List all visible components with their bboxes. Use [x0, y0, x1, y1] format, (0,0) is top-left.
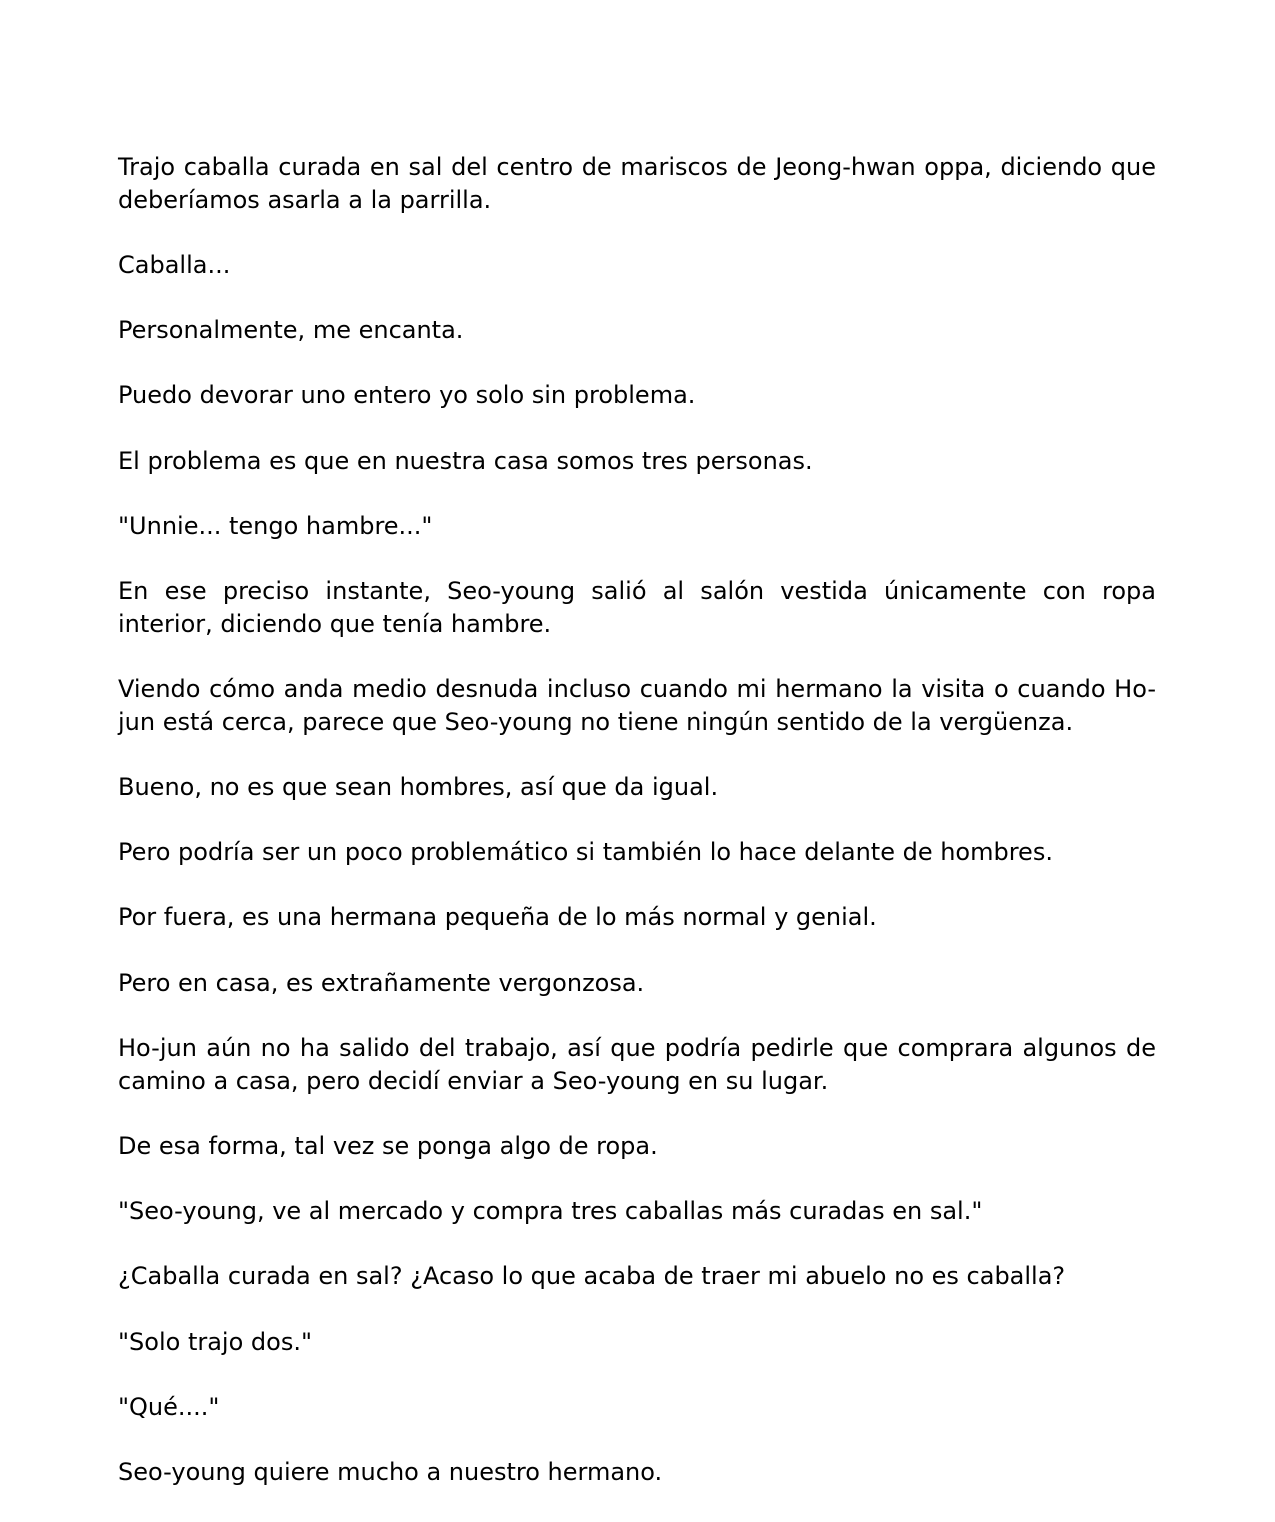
paragraph-12: Pero en casa, es extrañamente vergonzosa.: [118, 968, 645, 997]
paragraph-15: "Seo-young, ve al mercado y compra tres caballas más curadas en sal.": [118, 1197, 983, 1226]
paragraph-13: Ho-jun aún no ha salido del trabajo, así que podría pedirle que comprara algunos de camino a casa, pero decidí enviar a Seo-young en su lugar.: [118, 1034, 1156, 1095]
paragraph-11: Por fuera, es una hermana pequeña de lo más normal y genial.: [118, 903, 877, 932]
paragraph-17: "Solo trajo dos.": [118, 1327, 312, 1356]
paragraph-8: Viendo cómo anda medio desnuda incluso cuando mi hermano la visita o cuando Ho-jun está cerca, parece que Seo-young no tiene ningún sentido de la vergüenza.: [118, 675, 1156, 736]
paragraph-16: ¿Caballa curada en sal? ¿Acaso lo que acaba de traer mi abuelo no es caballa?: [118, 1262, 1066, 1291]
paragraph-10: Pero podría ser un poco problemático si también lo hace delante de hombres.: [118, 838, 1053, 867]
paragraph-1: Trajo caballa curada en sal del centro de mariscos de Jeong-hwan oppa, diciendo que deberíamos asarla a la parrilla.: [118, 153, 1156, 214]
document-page: [118, 151, 1156, 1522]
paragraph-7: En ese preciso instante, Seo-young salió al salón vestida únicamente con ropa interior, diciendo que tenía hambre.: [118, 577, 1156, 638]
paragraph-3: Personalmente, me encanta.: [118, 316, 464, 345]
paragraph-18: "Qué....": [118, 1393, 220, 1422]
paragraph-14: De esa forma, tal vez se ponga algo de ropa.: [118, 1131, 658, 1160]
paragraph-6: "Unnie... tengo hambre...": [118, 511, 433, 540]
paragraph-19: Seo-young quiere mucho a nuestro hermano.: [118, 1458, 663, 1487]
paragraph-5: El problema es que en nuestra casa somos tres personas.: [118, 446, 813, 475]
paragraph-4: Puedo devorar uno entero yo solo sin problema.: [118, 381, 696, 410]
paragraph-2: Caballa...: [118, 250, 231, 279]
paragraph-9: Bueno, no es que sean hombres, así que da igual.: [118, 772, 719, 801]
